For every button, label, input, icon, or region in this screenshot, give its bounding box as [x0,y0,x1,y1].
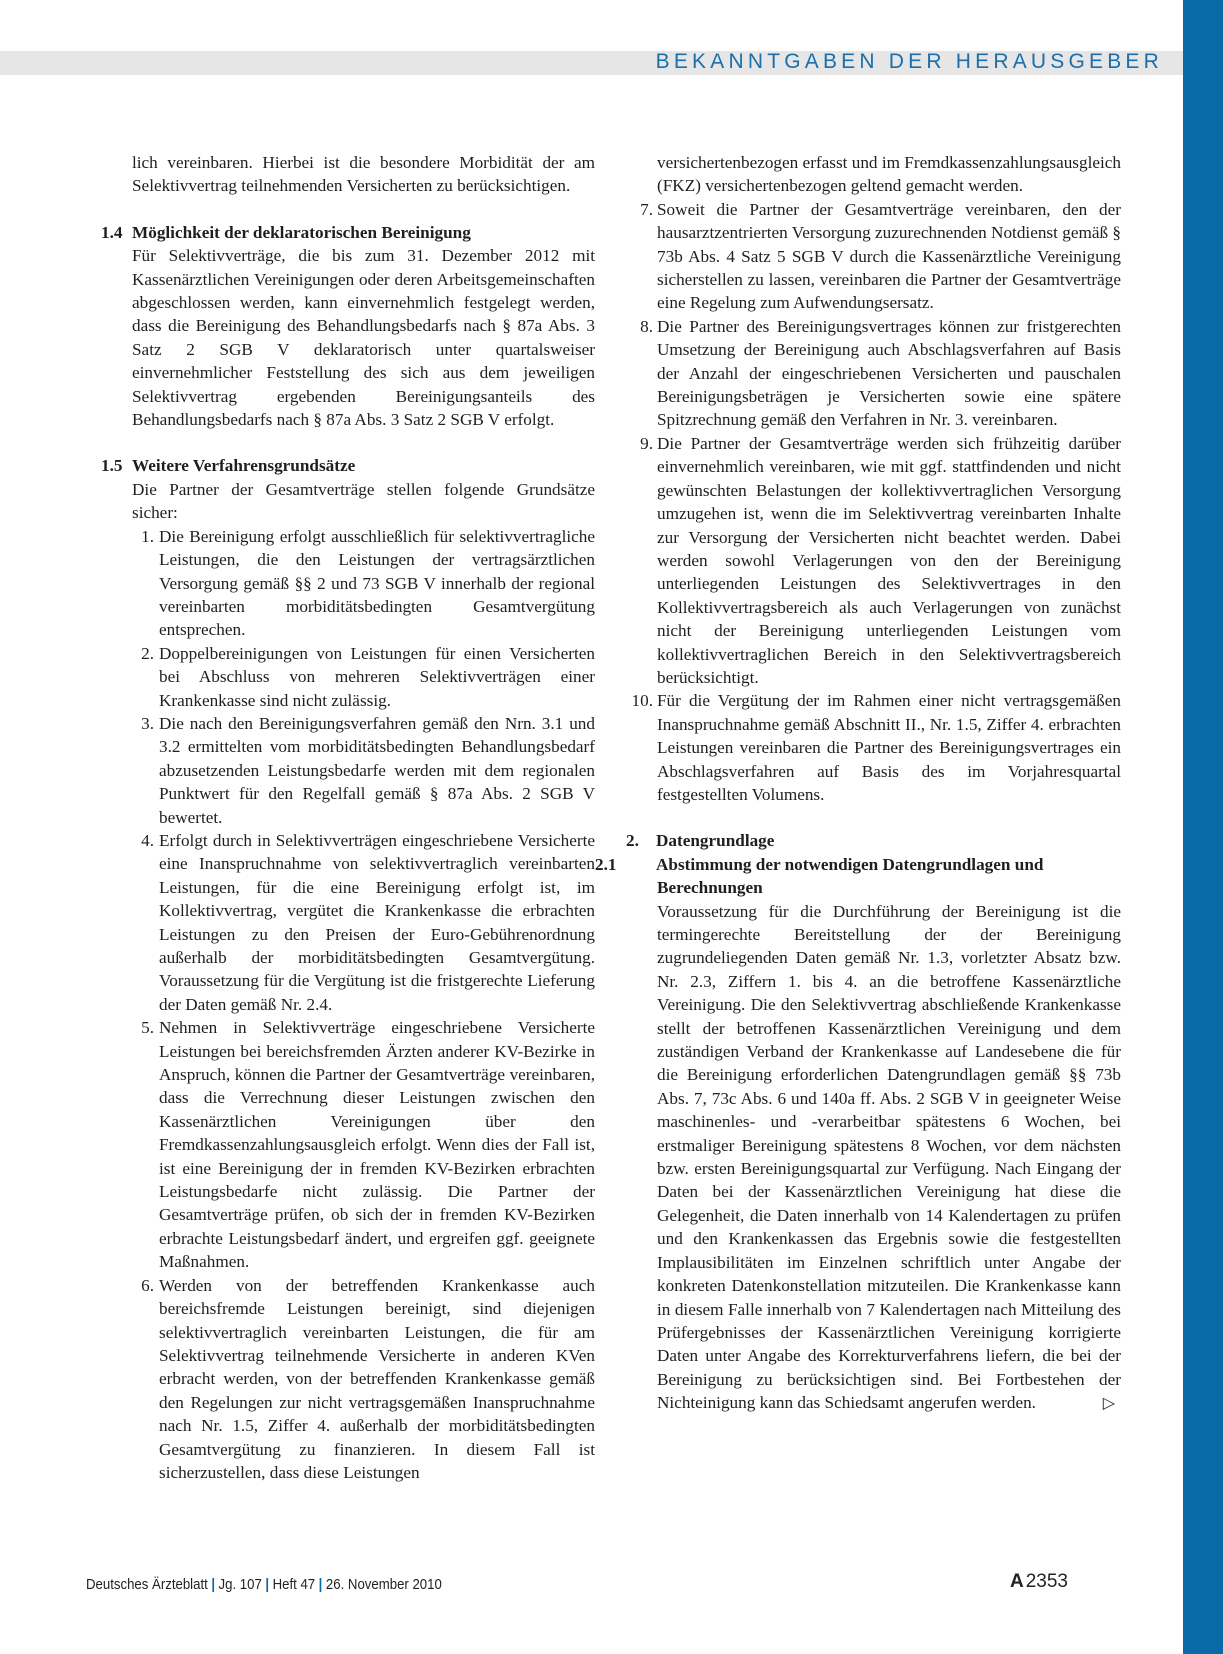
section-1-4-heading [101,221,595,244]
continue-arrow-icon: ▷ [1102,1393,1115,1413]
list-number: 9. [640,433,653,453]
list-text: Die Partner der Gesamtverträge werden sich frühzeitig darüber einvernehmlich vereinbaren, wie mit ggf. stattfindenden und nicht gewünschten Belastungen der kollektivvertraglichen Versorgung umzugehen ist, wenn die im Selektivvertrag vereinbarten Inhalte zur Versorgung der Versicherten nicht beachtet werden. Dabei werden sowohl Verlagerungen von den der Bereinigung unterliegenden Leistungen des Selektivvertrages in den Kollektivvertragsbereich als auch Verlagerungen von zunächst nicht der Bereinigung unterliegenden Leistungen vom kollektivvertraglichen Bereich in den Selektivvertragsbereich berücksichtigt. [657,433,1121,687]
page-value: 2353 [1025,1571,1069,1592]
section-title: Datengrundlage [656,831,775,851]
list-text: Erfolgt durch in Selektivverträgen eingeschriebene Versicherte eine Inanspruchnahme von selektivvertraglich vereinbarten Leistungen, für die eine Bereinigung erfolgt ist, im Kollektivvertrag, vergütet die Krankenkasse die erbrachten Leistungen zu den Preisen der Euro-Gebührenordnung außerhalb der morbiditätsbedingten Gesamtvergütung. Voraussetzung für die Vergütung ist die fristgerechte Lieferung der Daten gemäß Nr. 2.4. [159,830,595,1014]
section-title: Abstimmung der notwendigen Datengrundlagen und Berechnungen [656,854,1044,898]
volume: Jg. 107 [218,1576,262,1593]
section-header-title: BEKANNTGABEN DER HERAUSGEBER [655,50,1163,73]
section-1-4-body: Für Selektivverträge, die bis zum 31. Dezember 2012 mit Kassenärztlichen Vereinigungen oder deren Arbeitsgemeinschaften abgeschlossen werden, kann einvernehmlich festgelegt werden, dass die Bereinigung des Behandlungsbedarfs nach § 87a Abs. 3 Satz 2 SGB V deklaratorisch unter quartalsweiser einvernehmlicher Feststellung des sich aus dem jeweiligen Selektivvertrag ergebenden Bereinigungsanteils des Behandlungsbedarfs nach § 87a Abs. 3 Satz 2 SGB V erfolgt. [132,246,595,430]
list-item [626,689,1121,806]
section-2-1-body: Voraussetzung für die Durchführung der Bereinigung ist die termingerechte Bereitstellung der der Bereinigung zugrundeliegenden Daten gemäß Nr. 1.3, vorletzter Absatz bzw. Nr. 2.3, Ziffern 1. bis 4. an die betroffene Kassenärztliche Vereinigung. Die den Selektivvertrag abschließende Krankenkasse stellt der betroffenen Kassenärztlichen Vereinigung und dem zuständigen Verband der Krankenkasse auf Landesebene die für die Bereinigung erforderlichen Datengrundlagen gemäß §§ 73b Abs. 7, 73c Abs. 6 und 140a ff. Abs. 2 SGB V in geeigneter Weise maschinenles- und -verarbeitbar spätestens 6 Wochen, bei erstmaliger Bereinigung spätestens 8 Wochen, vor dem nächsten bzw. ersten Bereinigungsquartal zur Verfügung. Nach Eingang der Daten bei der Kassenärztlichen Vereinigung hat diese die Gelegenheit, die Daten innerhalb von 14 Kalendertagen zu prüfen und den Krankenkassen das Ergebnis sowie die festgestellten Implausibilitäten im Einzelnen schriftlich unter Angabe der konkreten Datenkonstellation mitzuteilen. Die Krankenkasse kann in diesem Falle innerhalb von 7 Kalendertagen nach Mitteilung des Prüfergebnisses der Kassenärztlichen Vereinigung korrigierte Daten unter Angabe des Korrekturverfahrens liefern, die bei der Bereinigung zu berücksichtigen sind. Bei Fortbestehen der Nichteinigung kann das Schiedsamt angerufen werden. [657,901,1121,1413]
journal-name: Deutsches Ärzteblatt [86,1576,208,1593]
list-number: 8. [640,316,653,336]
list-item [626,432,1121,689]
right-column [595,151,1121,1415]
list-number: 10. [631,691,653,711]
list-item [132,712,595,829]
section-title: Weitere Verfahrensgrundsätze [132,456,356,476]
intro-paragraph: lich vereinbaren. Hierbei ist die besondere Morbidität der am Selektivvertrag teilnehmenden Versicherten zu berücksichtigen. [132,153,595,196]
issue: Heft 47 [272,1576,316,1593]
list-number: 4. [141,830,154,850]
section-title: Möglichkeit der deklaratorischen Bereinigung [132,222,471,242]
list-text: Die Bereinigung erfolgt ausschließlich für selektivvertragliche Leistungen, die den Leistungen der vertragsärztlichen Versorgung gemäß §§ 2 und 73 SGB V innerhalb der regional vereinbarten morbiditätsbedingten Gesamtvergütung entsprechen. [159,526,595,640]
list-item [132,1274,595,1485]
list-number: 3. [141,713,154,733]
list-item [626,198,1121,315]
list-item [132,829,595,1016]
list-item [132,642,595,712]
section-number: 2. [626,831,639,851]
footer-citation [86,1576,442,1593]
section-number: 1.5 [101,456,123,476]
separator: | [318,1576,323,1593]
list-item [626,315,1121,432]
section-number: 2.1 [595,854,617,874]
page-prefix: A [1010,1571,1024,1592]
list-text: Werden von der betreffenden Krankenkasse auch bereichsfremde Leistungen bereinigt, sind diejenigen selektivvertraglich vereinbarten Leistungen, die für am Selektivvertrag teilnehmende Versicherte in anderen KVen erbracht werden, von der betreffenden Krankenkasse gemäß den Regelungen zur nicht vertragsgemäßen Inanspruchnahme nach Nr. 1.5, Ziffer 4. außerhalb der morbiditätsbedingten Gesamtvergütung zu finanzieren. In diesem Fall ist sicherzustellen, dass diese Leistungen [159,1275,595,1482]
section-2-1-heading [595,853,1121,900]
list-number: 2. [141,643,154,663]
list-text: Doppelbereinigungen von Leistungen für einen Versicherten bei Abschluss von mehreren Selektivverträgen einer Krankenkasse sind nicht zulässig. [159,643,595,710]
separator: | [211,1576,216,1593]
list-item [132,525,595,642]
list-text: Die nach den Bereinigungsverfahren gemäß den Nrn. 3.1 und 3.2 ermittelten vom morbiditätsbedingten Behandlungsbedarf abzusetzenden Leistungsbedarfe werden mit dem regionalen Punktwert für den Regelfall gemäß § 87a Abs. 2 SGB V bewertet. [159,713,595,827]
list-text: Für die Vergütung der im Rahmen einer nicht vertragsgemäßen Inanspruchnahme gemäß Abschnitt II., Nr. 1.5, Ziffer 4. erbrachten Leistungen vereinbaren die Partner des Bereinigungsvertrages ein Abschlagsverfahren auf Basis des im Vorjahresquartal festgestellten Volumens. [657,691,1121,804]
section-1-5-body: Die Partner der Gesamtverträge stellen folgende Grundsätze sicher: [132,479,595,523]
section-number: 1.4 [101,222,123,242]
issue-date: 26. November 2010 [325,1576,442,1593]
list-text: Die Partner des Bereinigungsvertrages können zur fristgerechten Umsetzung der Bereinigung auch Abschlagsverfahren auf Basis der Anzahl der eingeschriebenen Versicherten und pauschalen Bereinigungsbeträgen je Versicherten sowie eine spätere Spitzrechnung gemäß den Verfahren in Nr. 3. vereinbaren. [657,316,1121,430]
list-number: 6. [141,1275,154,1295]
list-text: Soweit die Partner der Gesamtverträge vereinbaren, den der hausarztzentrierten Versorgung zuzurechnenden Notdienst gemäß § 73b Abs. 4 Satz 5 SGB V durch die Kassenärztliche Vereinigung sicherstellen zu lassen, vereinbaren die Partner der Gesamtverträge eine Regelung zum Aufwendungsersatz. [657,199,1121,313]
section-2-heading [626,829,1121,852]
page-number [1010,1571,1068,1593]
list-text: Nehmen in Selektivverträge eingeschriebene Versicherte Leistungen bei bereichsfremden Ärzten anderer KV-Bezirke in Anspruch, können die Partner der Gesamtverträge vereinbaren, dass die Verrechnung dieser Leistungen zwischen den Kassenärztlichen Vereinigungen über den Fremdkassenzahlungsausgleich erfolgt. Wenn dies der Fall ist, ist eine Bereinigung der in fremden KV-Bezirken erbrachten Leistungsbedarfe nicht zulässig. Die Partner der Gesamtverträge prüfen, ob sich der in fremden KV-Bezirken erbrachte Leistungsbedarf ändert, und ergreifen ggf. geeignete Maßnahmen. [159,1018,595,1272]
list-number: 5. [141,1018,154,1038]
continued-list-text: versichertenbezogen erfasst und im Fremdkassenzahlungsausgleich (FKZ) versichertenbezogen geltend gemacht werden. [657,153,1121,196]
section-1-5-heading [101,454,595,477]
side-color-bar [1183,0,1223,1654]
list-number: 7. [640,199,653,219]
left-column [101,151,595,1484]
list-item [132,1016,595,1273]
list-number: 1. [141,526,154,546]
separator: | [265,1576,270,1593]
